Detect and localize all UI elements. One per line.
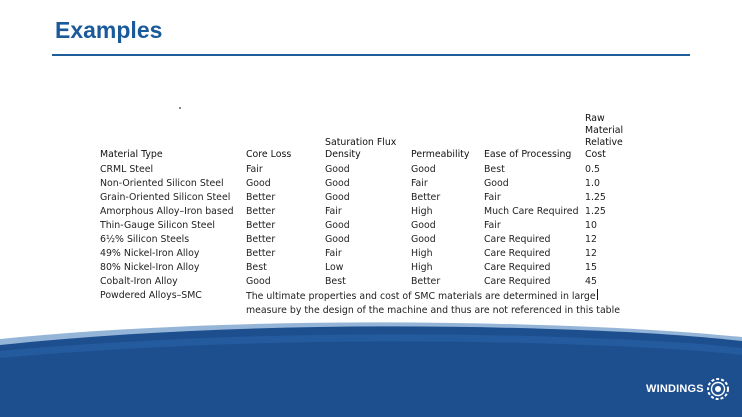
header-material-type: Material Type: [100, 149, 163, 160]
cell-saturation: Good: [325, 192, 350, 203]
cell-saturation: Fair: [325, 206, 342, 217]
cell-processing: Care Required: [484, 234, 551, 245]
cell-saturation: Good: [325, 164, 350, 175]
header-saturation-line1: Saturation Flux: [325, 137, 397, 148]
table-row: [100, 275, 645, 289]
cell-saturation: Good: [325, 234, 350, 245]
cell-core-loss: Good: [246, 178, 271, 189]
table-row: [100, 247, 645, 261]
header-saturation-flux: [325, 113, 411, 163]
text-cursor: [597, 289, 598, 300]
cell-processing: Fair: [484, 220, 501, 231]
cell-core-loss: Better: [246, 206, 276, 217]
header-raw-cost-line1: Raw Material: [585, 113, 624, 136]
cell-permeability: High: [411, 206, 433, 217]
cell-core-loss: Fair: [246, 164, 263, 175]
header-ease-of-processing: Ease of Processing: [484, 149, 572, 160]
cell-permeability: Good: [411, 220, 436, 231]
cell-permeability: High: [411, 248, 433, 259]
gear-icon: [705, 376, 731, 402]
header-raw-cost: [585, 113, 645, 163]
windings-logo: [646, 376, 731, 402]
cell-cost: 1.0: [585, 178, 600, 189]
table-row: [100, 205, 645, 219]
table-row: [100, 233, 645, 247]
cell-material: Powdered Alloys–SMC: [100, 290, 202, 301]
cell-permeability: Fair: [411, 178, 428, 189]
cell-permeability: Better: [411, 192, 441, 203]
smc-note-line1-text: The ultimate properties and cost of SMC materials are determined in large: [246, 291, 596, 302]
table-row: [100, 191, 645, 205]
smc-note-line1: [246, 289, 645, 304]
cell-cost: 12: [585, 234, 597, 245]
cell-core-loss: Better: [246, 192, 276, 203]
smc-note-line2: measure by the design of the machine and thus are not referenced in this table: [246, 305, 621, 316]
cell-cost: 1.25: [585, 206, 606, 217]
cell-cost: 15: [585, 262, 597, 273]
table-row: [100, 163, 645, 177]
cell-cost: 1.25: [585, 192, 606, 203]
cell-cost: 12: [585, 248, 597, 259]
cell-permeability: High: [411, 262, 433, 273]
header-row: [100, 113, 645, 163]
cell-material: Thin-Gauge Silicon Steel: [100, 220, 215, 231]
cell-cost: 45: [585, 276, 597, 287]
header-raw-cost-line2: Relative Cost: [585, 137, 623, 160]
cell-core-loss: Better: [246, 220, 276, 231]
cell-material: Grain-Oriented Silicon Steel: [100, 192, 231, 203]
cell-material: 6½% Silicon Steels: [100, 234, 190, 245]
cell-processing: Best: [484, 164, 505, 175]
cell-processing: Care Required: [484, 248, 551, 259]
cell-permeability: Good: [411, 164, 436, 175]
header-core-loss: Core Loss: [246, 149, 292, 160]
cell-core-loss: Better: [246, 234, 276, 245]
cell-material: CRML Steel: [100, 164, 154, 175]
cell-core-loss: Best: [246, 262, 267, 273]
cell-material: Amorphous Alloy–Iron based: [100, 206, 234, 217]
header-saturation-line2: Density: [325, 149, 361, 160]
cell-material: 49% Nickel-Iron Alloy: [100, 248, 200, 259]
cell-cost: 0.5: [585, 164, 600, 175]
header-permeability: Permeability: [411, 149, 470, 160]
table-row: [100, 261, 645, 275]
cell-permeability: Good: [411, 234, 436, 245]
cell-saturation: Good: [325, 178, 350, 189]
slide-title: Examples: [55, 17, 163, 43]
cell-core-loss: Good: [246, 276, 271, 287]
cell-material: Non-Oriented Silicon Steel: [100, 178, 224, 189]
table-row: [100, 177, 645, 191]
materials-table: [100, 113, 645, 318]
stray-mark: [179, 107, 181, 109]
cell-saturation: Low: [325, 262, 344, 273]
cell-processing: Fair: [484, 192, 501, 203]
cell-cost: 10: [585, 220, 597, 231]
cell-core-loss: Better: [246, 248, 276, 259]
title-divider: [52, 54, 690, 56]
table-row: [100, 219, 645, 233]
footer-wave: [0, 315, 742, 417]
cell-processing: Care Required: [484, 276, 551, 287]
cell-saturation: Fair: [325, 248, 342, 259]
cell-processing: Care Required: [484, 262, 551, 273]
table-row-smc: [100, 289, 645, 318]
cell-saturation: Good: [325, 220, 350, 231]
logo-text: WINDINGS: [646, 383, 704, 395]
cell-material: Cobalt-Iron Alloy: [100, 276, 178, 287]
cell-processing: Much Care Required: [484, 206, 579, 217]
smc-note: [246, 289, 645, 318]
cell-saturation: Best: [325, 276, 346, 287]
cell-permeability: Better: [411, 276, 441, 287]
cell-processing: Good: [484, 178, 509, 189]
cell-material: 80% Nickel-Iron Alloy: [100, 262, 200, 273]
